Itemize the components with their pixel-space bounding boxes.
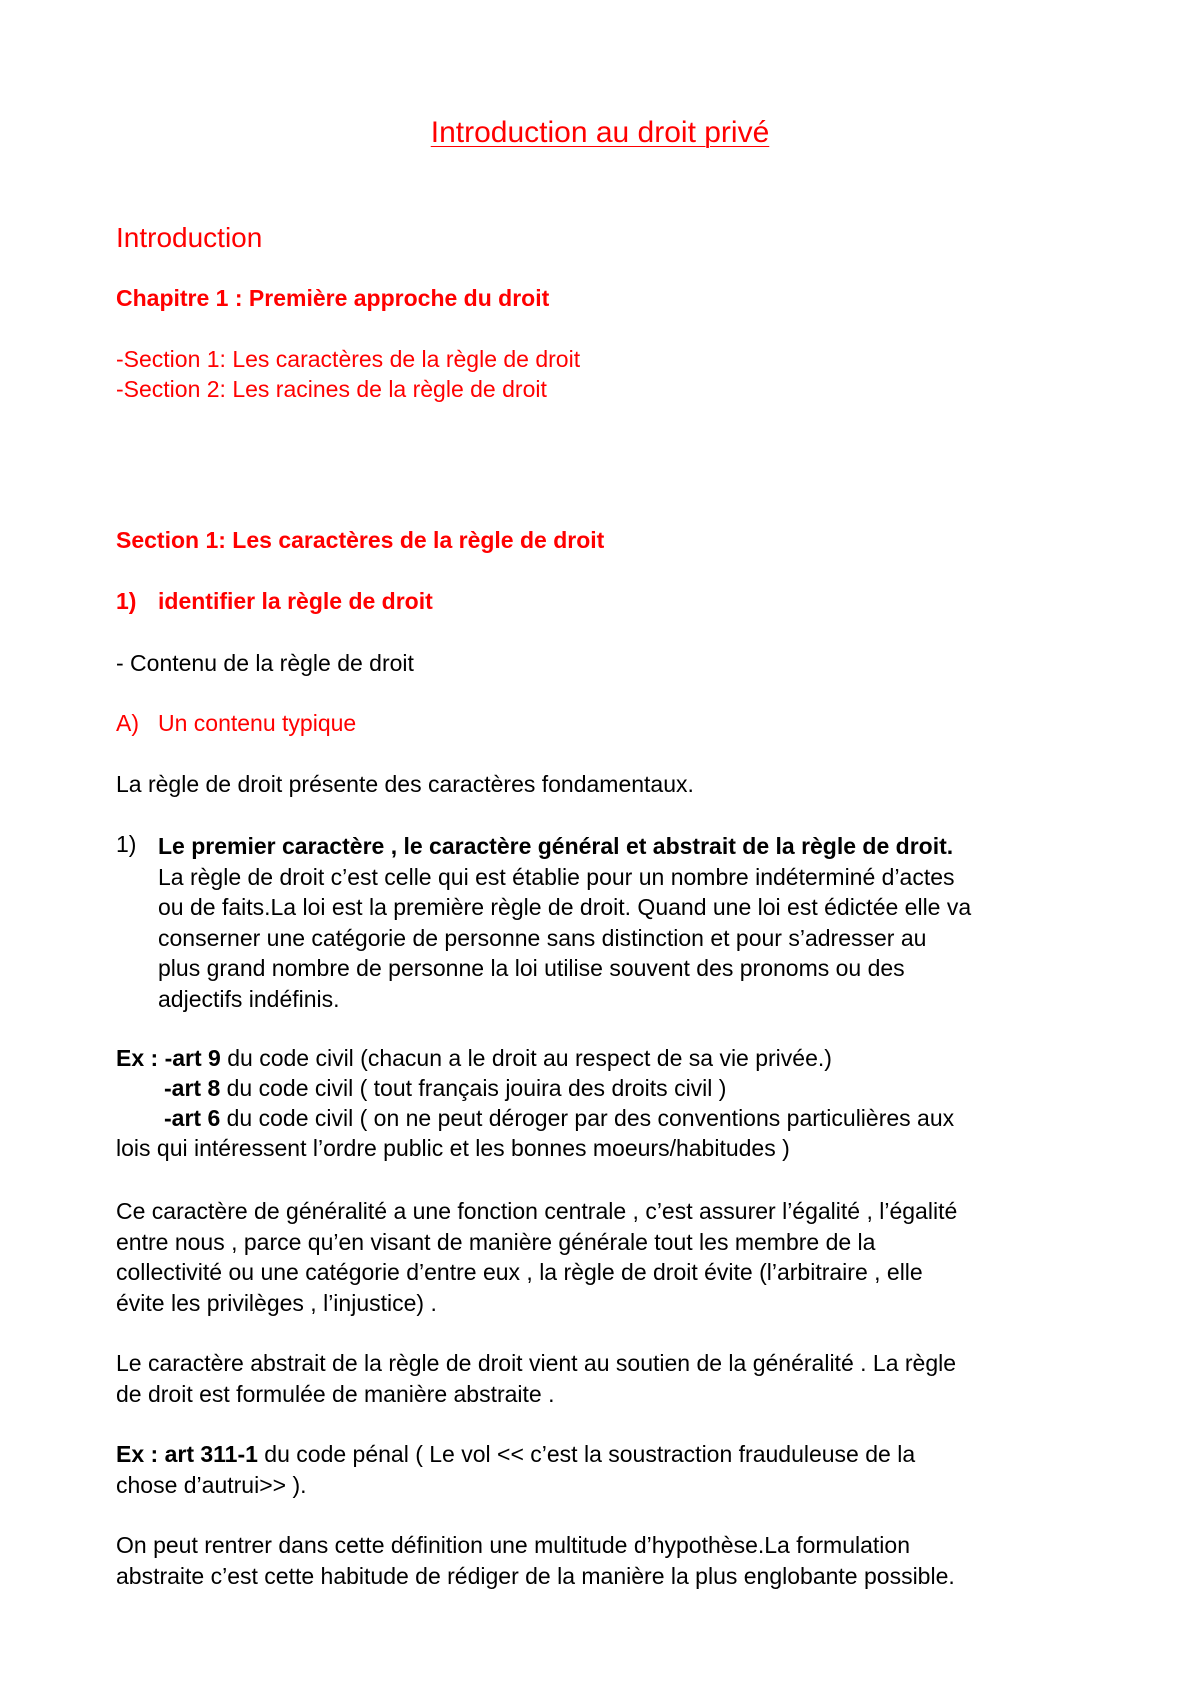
paragraph-line: Le caractère abstrait de la règle de droit vient au soutien de la généralité . La règle	[116, 1350, 957, 1376]
example-line-art-9	[116, 1045, 832, 1072]
example-text: du code civil (chacun a le droit au respect de sa vie privée.)	[220, 1045, 832, 1071]
example-article: -art 8	[164, 1075, 221, 1101]
example-article: -art 9	[164, 1045, 221, 1071]
paragraph-line: collectivité ou une catégorie d’entre eux , la règle de droit évite (l’arbitraire , elle	[116, 1259, 923, 1285]
paragraph-final	[116, 1530, 1106, 1591]
chapter-heading: Chapitre 1 : Première approche du droit	[116, 285, 550, 311]
sub-heading-letter: A)	[116, 710, 139, 736]
list-item-line: adjectifs indéfinis.	[158, 985, 340, 1012]
list-item-line: conserner une catégorie de personne sans distinction et pour s’adresser au	[158, 924, 927, 951]
example-article: -art 6	[164, 1105, 221, 1131]
toc-item-section-1: -Section 1: Les caractères de la règle de droit	[116, 346, 581, 372]
example-penal-text: du code pénal ( Le vol << c’est la soustraction frauduleuse de la	[257, 1441, 916, 1467]
list-item-body	[158, 831, 1118, 1014]
list-item-line: La règle de droit c’est celle qui est établie pour un nombre indéterminé d’actes	[158, 863, 955, 890]
paragraph-line: de droit est formulée de manière abstraite .	[116, 1380, 555, 1407]
list-item-title: Le premier caractère , le caractère général et abstrait de la règle de droit.	[158, 833, 954, 859]
paragraph-line: abstraite c’est cette habitude de rédiger de la manière la plus englobante possible.	[116, 1562, 955, 1589]
paragraph-abstrait	[116, 1348, 1106, 1409]
example-text: du code civil ( on ne peut déroger par des conventions particulières aux	[220, 1105, 955, 1131]
paragraph-line: On peut rentrer dans cette définition une multitude d’hypothèse.La formulation	[116, 1532, 910, 1558]
paragraph-line: entre nous , parce qu’en visant de manière générale tout les membre de la	[116, 1228, 876, 1255]
sub-heading-text: Un contenu typique	[158, 710, 357, 736]
list-item-line: plus grand nombre de personne la loi utilise souvent des pronoms ou des	[158, 955, 905, 981]
example-penal-continuation: chose d’autrui>> ).	[116, 1471, 307, 1498]
example-text: du code civil ( tout français jouira des droits civil )	[220, 1075, 727, 1101]
example-line-art-6	[164, 1105, 954, 1132]
section-heading: Section 1: Les caractères de la règle de droit	[116, 527, 605, 553]
numbered-heading-number: 1)	[116, 588, 137, 614]
document-title: Introduction au droit privé	[430, 116, 770, 149]
list-item-number: 1)	[116, 831, 137, 857]
paragraph-line: évite les privilèges , l’injustice) .	[116, 1289, 437, 1316]
numbered-heading-text: identifier la règle de droit	[158, 588, 433, 614]
example-continuation: lois qui intéressent l’ordre public et les bonnes moeurs/habitudes )	[116, 1135, 790, 1161]
example-penal	[116, 1439, 1106, 1500]
example-label: Ex :	[116, 1045, 165, 1071]
example-penal-label: Ex : art 311-1	[116, 1441, 258, 1467]
example-line-art-8	[164, 1075, 726, 1102]
paragraph-generalite	[116, 1196, 1106, 1318]
toc-item-section-2: -Section 2: Les racines de la règle de droit	[116, 376, 547, 402]
introduction-heading: Introduction	[116, 222, 263, 253]
intro-sentence: La règle de droit présente des caractères fondamentaux.	[116, 771, 694, 797]
content-line: - Contenu de la règle de droit	[116, 650, 414, 676]
list-item-line: ou de faits.La loi est la première règle de droit. Quand une loi est édictée elle va	[158, 894, 972, 920]
paragraph-line: Ce caractère de généralité a une fonction centrale , c’est assurer l’égalité , l’égalité	[116, 1198, 958, 1224]
